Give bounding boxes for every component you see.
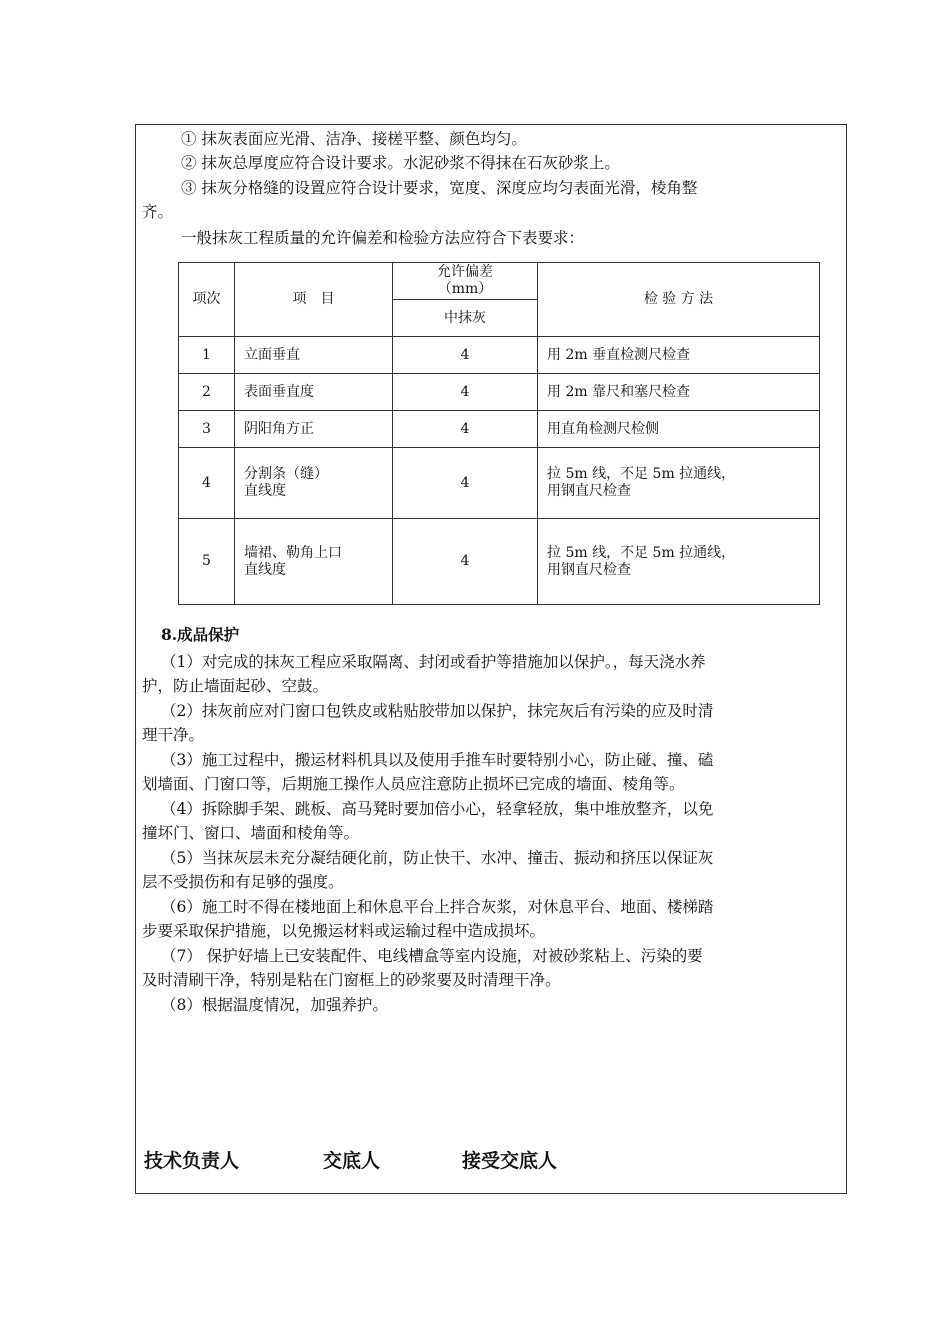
section-8-p1: （1）对完成的抹灰工程应采取隔离、封闭或看护等措施加以保护。，每天浇水养 (161, 653, 706, 671)
header-deviation (393, 263, 538, 300)
row-method-line-2: 用钢直尺检查 (547, 483, 631, 499)
intro-line-1: ① 抹灰表面应光滑、洁净、接槎平整、颜色均匀。 (181, 130, 527, 148)
row-item-line-2: 直线度 (244, 561, 286, 578)
row-value: 4 (393, 374, 538, 411)
section-8-p3: （3）施工过程中，搬运材料机具以及使用手推车时要特别小心，防止碰、撞、磕 (161, 751, 714, 769)
row-value: 4 (393, 411, 538, 448)
row-index: 1 (179, 337, 235, 374)
section-8-p6-cont: 步要采取保护措施，以免搬运材料或运输过程中造成损坏。 (142, 922, 546, 940)
section-8-p2-cont: 理干净。 (142, 726, 205, 744)
row-item (235, 448, 393, 519)
section-8-p7: （7） 保护好墙上已安装配件、电线槽盒等室内设施，对被砂浆粘上、污染的要 (161, 947, 703, 965)
row-item-line-1: 墙裙、勒角上口 (244, 544, 342, 561)
row-index: 4 (179, 448, 235, 519)
section-8-p2: （2）抹灰前应对门窗口包铁皮或粘贴胶带加以保护，抹完灰后有污染的应及时清 (161, 702, 714, 720)
intro-line-3: ③ 抹灰分格缝的设置应符合设计要求，宽度、深度应均匀表面光滑，棱角整 (181, 179, 698, 197)
section-8-p4-cont: 撞坏门、窗口、墙面和棱角等。 (142, 824, 360, 842)
header-deviation-line-1: 允许偏差 (437, 264, 493, 280)
table-row (179, 337, 820, 374)
row-method-line-1: 拉 5m 线，不足 5m 拉通线， (547, 466, 736, 482)
row-method: 用 2m 垂直检测尺检查 (538, 337, 820, 374)
row-value: 4 (393, 519, 538, 605)
signature-tech-lead: 技术负责人 (144, 1150, 240, 1172)
header-index: 项次 (179, 263, 235, 337)
header-sub: 中抹灰 (393, 300, 538, 337)
section-8-p4: （4）拆除脚手架、跳板、高马凳时要加倍小心，轻拿轻放，集中堆放整齐，以免 (161, 800, 714, 818)
signature-receiver: 接受交底人 (462, 1150, 558, 1172)
section-8-p5-cont: 层不受损伤和有足够的强度。 (142, 873, 344, 891)
header-item: 项 目 (235, 263, 393, 337)
intro-line-4: 一般抹灰工程质量的允许偏差和检验方法应符合下表要求： (181, 229, 585, 247)
section-8-title: 8.成品保护 (161, 625, 240, 644)
row-item: 表面垂直度 (235, 374, 393, 411)
signature-discloser: 交底人 (323, 1150, 381, 1172)
header-method: 检 验 方 法 (538, 263, 820, 337)
section-8-p6: （6）施工时不得在楼地面上和休息平台上拌合灰浆，对休息平台、地面、楼梯踏 (161, 898, 714, 916)
header-deviation-line-2: （mm） (437, 281, 493, 297)
row-value: 4 (393, 448, 538, 519)
table-row (179, 411, 820, 448)
row-method (538, 519, 820, 605)
intro-line-2: ② 抹灰总厚度应符合设计要求。水泥砂浆不得抹在石灰砂浆上。 (181, 154, 620, 172)
intro-line-3-cont: 齐。 (142, 203, 174, 221)
row-value: 4 (393, 337, 538, 374)
section-8-p1-cont: 护，防止墙面起砂、空鼓。 (142, 677, 329, 695)
section-8-p7-cont: 及时清刷干净，特别是粘在门窗框上的砂浆要及时清理干净。 (142, 971, 561, 989)
row-method-line-1: 拉 5m 线，不足 5m 拉通线， (547, 544, 736, 561)
table-row (179, 374, 820, 411)
row-method: 用 2m 靠尺和塞尺检查 (538, 374, 820, 411)
row-index: 2 (179, 374, 235, 411)
section-8-p8: （8）根据温度情况，加强养护。 (161, 996, 388, 1014)
section-8-p5: （5）当抹灰层未充分凝结硬化前，防止快干、水冲、撞击、振动和挤压以保证灰 (161, 849, 714, 867)
row-item: 阴阳角方正 (235, 411, 393, 448)
row-method-line-2: 用钢直尺检查 (547, 561, 631, 578)
row-method (538, 448, 820, 519)
section-8-p3-cont: 划墙面、门窗口等，后期施工操作人员应注意防止损坏已完成的墙面、棱角等。 (142, 775, 685, 793)
table-row (179, 448, 820, 519)
row-method: 用直角检测尺检侧 (538, 411, 820, 448)
row-item-line-1: 分割条（缝） (244, 466, 328, 482)
row-index: 3 (179, 411, 235, 448)
row-item (235, 519, 393, 605)
tolerance-table (178, 262, 820, 605)
table-row (179, 519, 820, 605)
row-item: 立面垂直 (235, 337, 393, 374)
row-index: 5 (179, 519, 235, 605)
row-item-line-2: 直线度 (244, 483, 286, 499)
